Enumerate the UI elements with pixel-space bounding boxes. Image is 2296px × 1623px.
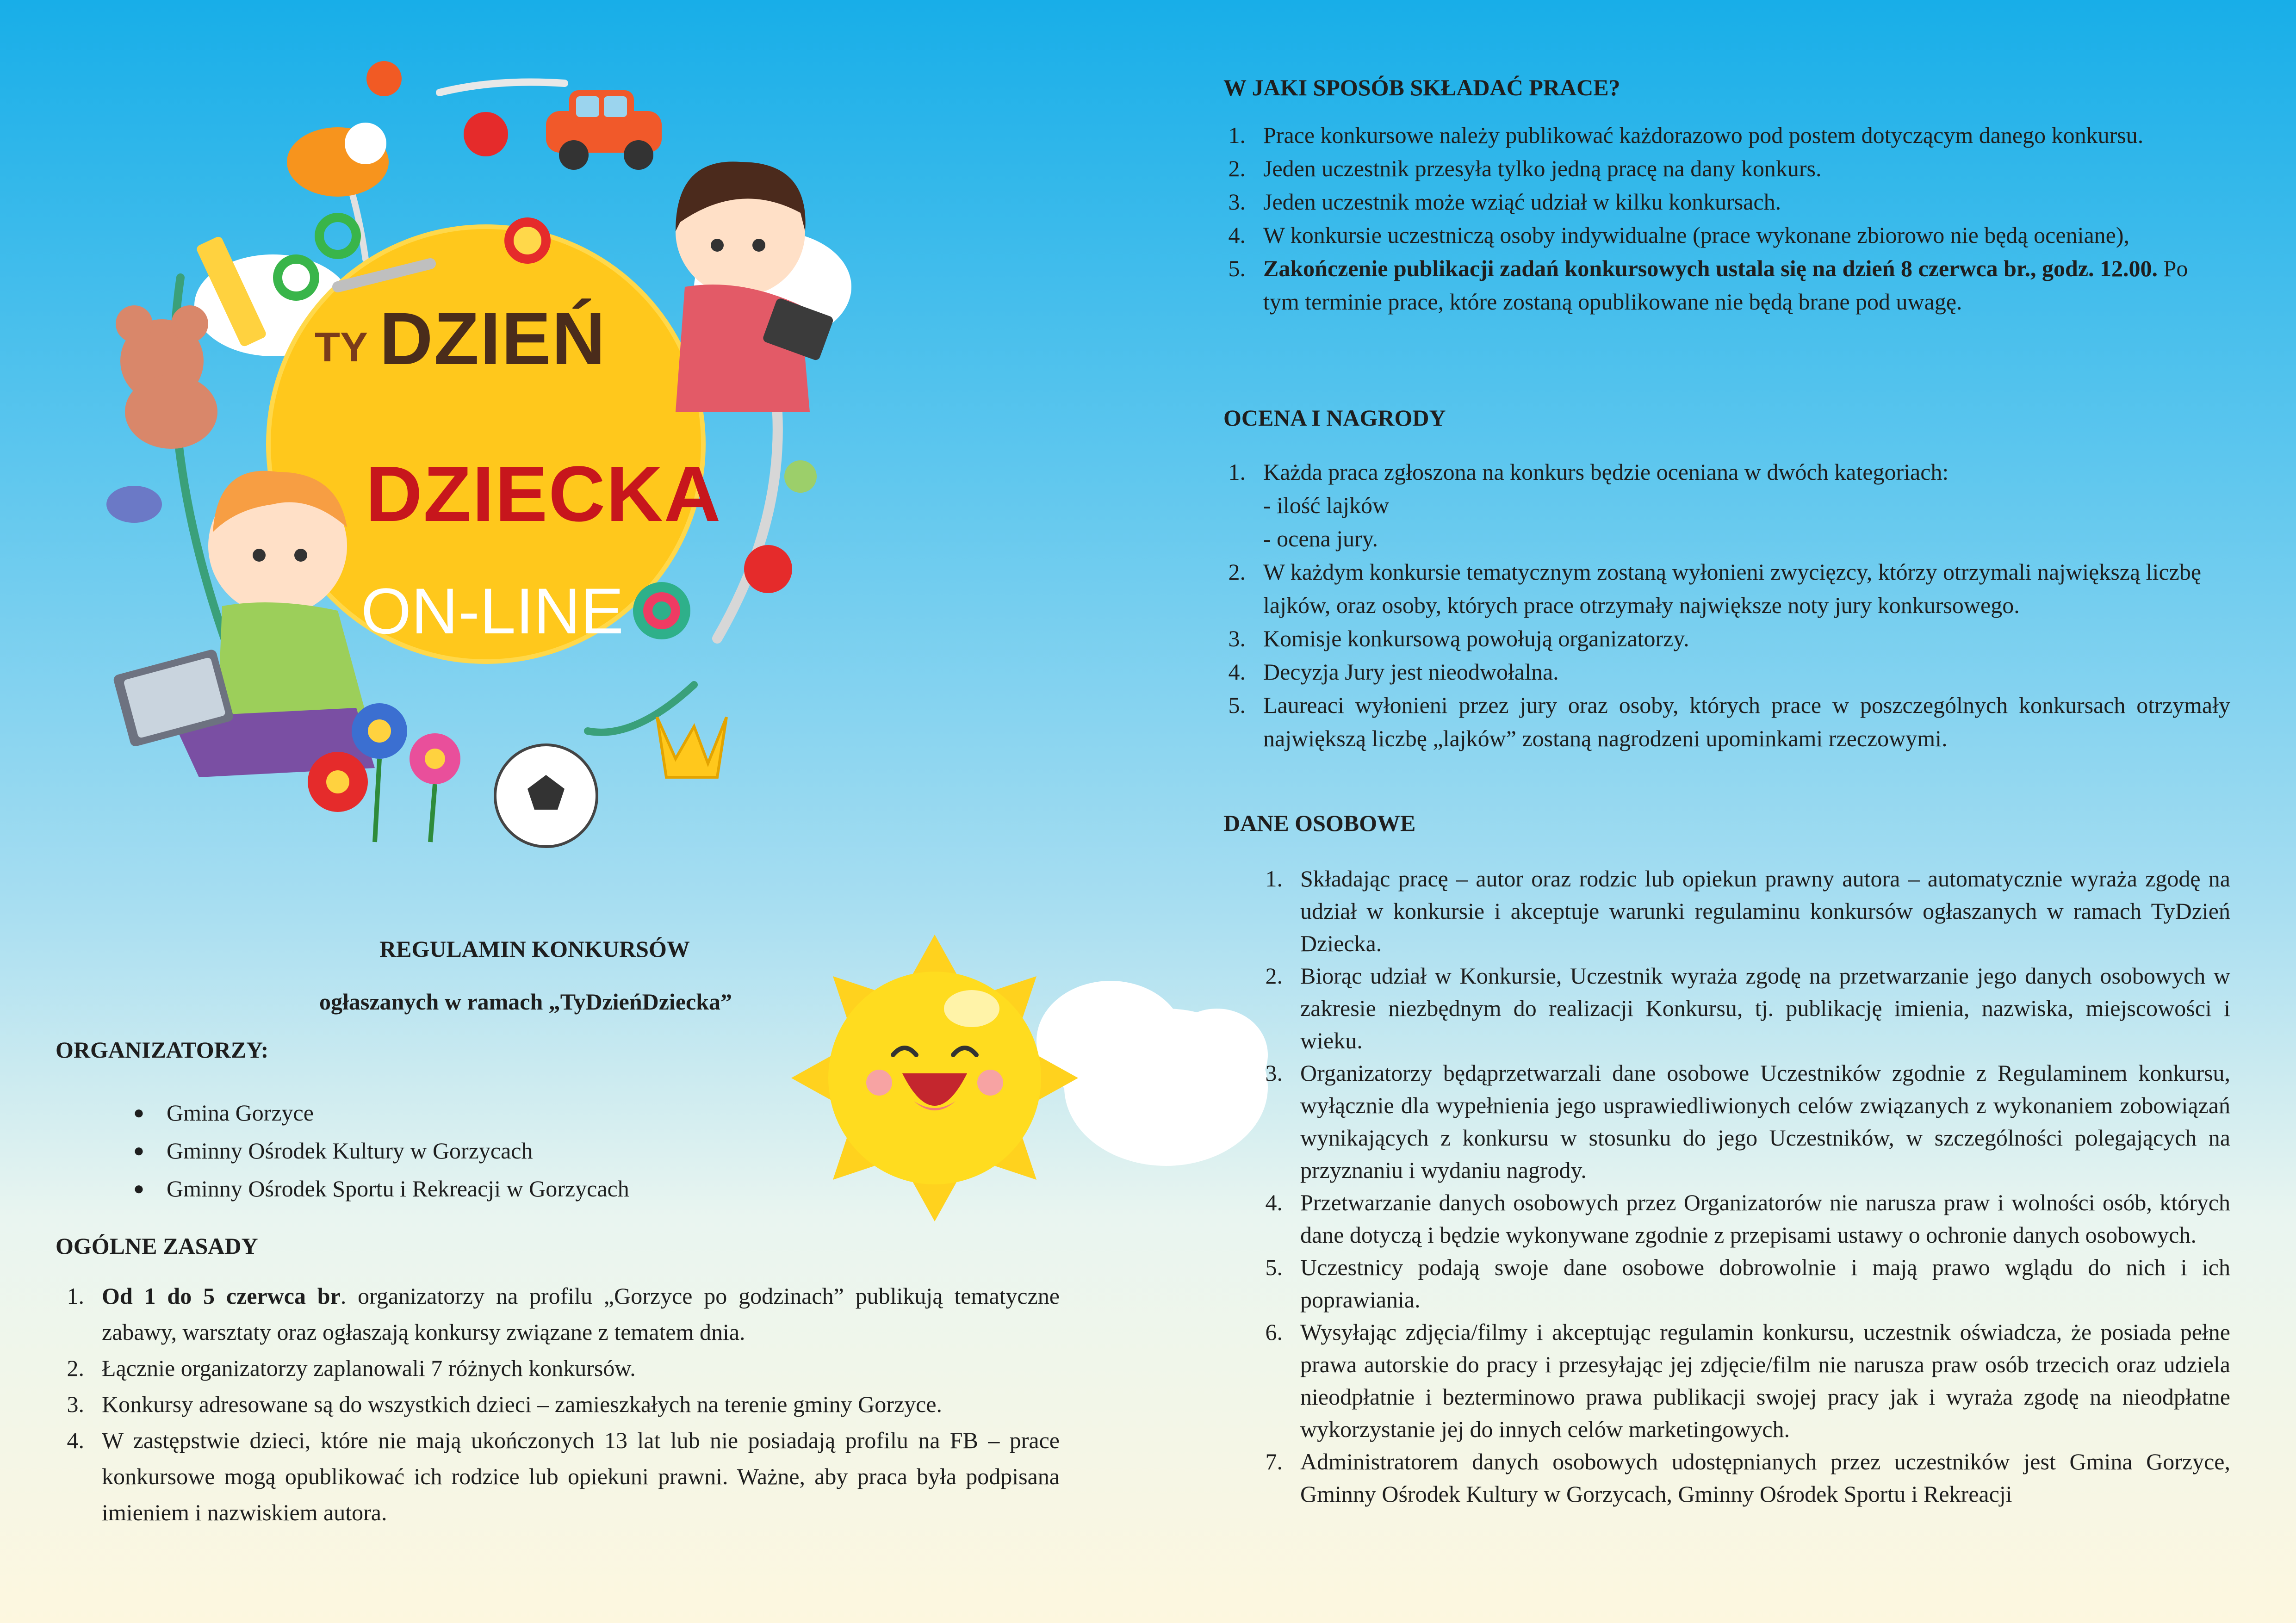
list-item: [111, 1132, 805, 1170]
list-item: 4. Przetwarzanie danych osobowych przez Organizatorów nie narusza praw i wolności osób, których dane dotyczą i będzie wykonywane zgodnie z przepisami ustawy o ochronie danych osobowych.: [1265, 1189, 2230, 1248]
bullet-icon: ●: [133, 1102, 145, 1123]
list-item: 5. Uczestnicy podają swoje dane osobowe dobrowolnie i mają prawo wglądu do nich i ich poprawiania.: [1265, 1254, 2230, 1313]
ocena-heading: OCENA I NAGRODY: [1223, 405, 1446, 431]
logo-text-dzien: DZIEŃ: [379, 297, 606, 380]
list-item: 5. Zakończenie publikacji zadań konkursowych ustala się na dzień 8 czerwca br., godz. 12.00. Po tym terminie prace, które zostaną opublikowane nie będą brane pod uwagę.: [1228, 255, 2188, 315]
regulamin-title: REGULAMIN KONKURSÓW: [379, 936, 690, 962]
organizer-name: Gmina Gorzyce: [167, 1100, 314, 1126]
sposob-list: [1222, 118, 2221, 318]
list-item: 1. Każda praca zgłoszona na konkurs będzie oceniana w dwóch kategoriach: - ilość lajków - ocena jury.: [1228, 459, 1949, 551]
logo-text-online: ON-LINE: [361, 575, 624, 647]
list-item: 1. Od 1 do 5 czerwca br. organizatorzy na profilu „Gorzyce po godzinach” publikują tematyczne zabawy, warsztaty oraz ogłaszają konkursy związane z tematem dnia.: [67, 1283, 1060, 1345]
list-item: 2. W każdym konkursie tematycznym zostaną wyłonieni zwycięzcy, którzy otrzymali największą liczbę lajków, oraz osoby, których prace otrzymały największe noty jury konkursowego.: [1228, 559, 2202, 618]
regulamin-subtitle: ogłaszanych w ramach „TyDzieńDziecka”: [319, 989, 732, 1015]
organizer-name: Gminny Ośrodek Kultury w Gorzycach: [167, 1138, 533, 1164]
list-item: 4. W zastępstwie dzieci, które nie mają ukończonych 13 lat lub nie posiadają profilu na FB – prace konkursowe mogą opublikować ich rodzice lub opiekuni prawni. Ważne, aby praca była podpisana imieniem i nazwiskiem autora.: [67, 1427, 1060, 1525]
list-item: 7. Administratorem danych osobowych udostępnianych przez uczestników jest Gmina Gorzyce, Gminny Ośrodek Kultury w Gorzycach, Gminny Ośrodek Sportu i Rekreacji: [1265, 1449, 2230, 1507]
list-item: 4. W konkursie uczestniczą osoby indywidualne (prace wykonane zbiorowo nie będą oceniane),: [1228, 222, 2129, 248]
highlight-text: Zakończenie publikacji zadań konkursowych ustala się na dzień 8 czerwca br., godz. 12.00.: [1263, 255, 2158, 281]
list-item: 3. Konkursy adresowane są do wszystkich dzieci – zamieszkałych na terenie gminy Gorzyce.: [67, 1391, 943, 1417]
dane-osobowe-heading: DANE OSOBOWE: [1223, 810, 1416, 836]
bullet-icon: ●: [133, 1178, 145, 1199]
bullet-icon: ●: [133, 1140, 145, 1161]
category-item: - ocena jury.: [1263, 526, 1378, 551]
list-item: 2. Jeden uczestnik przesyła tylko jedną pracę na dany konkurs.: [1228, 155, 1822, 181]
ogolne-zasady-heading: OGÓLNE ZASADY: [56, 1233, 258, 1259]
organizatorzy-heading: ORGANIZATORZY:: [56, 1037, 269, 1063]
ocena-list: [1222, 455, 2230, 755]
logo-text-dziecka: DZIECKA: [366, 450, 722, 538]
sposob-heading: W JAKI SPOSÓB SKŁADAĆ PRACE?: [1223, 74, 1620, 100]
logo-text-ty: TY: [315, 324, 368, 371]
list-item: 4. Decyzja Jury jest nieodwołalna.: [1228, 659, 1559, 685]
logo-illustration: [79, 46, 865, 888]
list-item: 3. Jeden uczestnik może wziąć udział w kilku konkursach.: [1228, 189, 1781, 215]
smiling-sun-illustration: [787, 925, 1272, 1240]
ogolne-zasady-list: [60, 1278, 1060, 1530]
category-item: - ilość lajków: [1263, 492, 1390, 518]
list-item: 5. Laureaci wyłonieni przez jury oraz osoby, których prace w poszczególnych konkursach otrzymały największą liczbę „lajków” zostaną nagrodzeni upominkami rzeczowymi.: [1228, 692, 2230, 751]
list-item: 2. Łącznie organizatorzy zaplanowali 7 różnych konkursów.: [67, 1355, 636, 1381]
list-item: [111, 1094, 805, 1132]
dane-osobowe-list: [1259, 862, 2230, 1510]
sun-artwork: [787, 925, 1272, 1240]
list-item: 6. Wysyłając zdjęcia/filmy i akceptując regulamin konkursu, uczestnik oświadcza, że posiada pełne prawa autorskie do pracy i przesyłając jej zdjęcie/film nie narusza praw osób trzecich oraz udziela nieodpłatnie i bezterminowo prawa publikacji swojej pracy jak i wyraża zgodę na nieodpłatne wykorzystanie jej do innych celów marketingowych.: [1265, 1319, 2230, 1442]
list-item: 3. Organizatorzy będąprzetwarzali dane osobowe Uczestników zgodnie z Regulaminem konkursu, wyłącznie dla wypełnienia jego usprawiedliwionych celów związanych z wykonaniem zobowiązań wynikających z konkursu w stosunku do jego Uczestników, w szczególności polegających na przyznaniu i wydaniu nagrody.: [1265, 1060, 2230, 1183]
organizatorzy-list: [111, 1094, 805, 1208]
list-item: 1. Prace konkursowe należy publikować każdorazowo pod postem dotyczącym danego konkursu.: [1228, 122, 2144, 148]
list-item: 2. Biorąc udział w Konkursie, Uczestnik wyraża zgodę na przetwarzanie jego danych osobowych w zakresie niezbędnym do realizacji Konkursu, tj. publikację imienia, nazwiska, miejscowości i wieku.: [1265, 963, 2230, 1053]
list-item: [111, 1170, 805, 1208]
list-item: 1. Składając pracę – autor oraz rodzic lub opiekun prawny autora – automatycznie wyraża zgodę na udział w konkursie i akceptuje warunki regulaminu konkursów ogłaszanych w ramach TyDzień Dziecka.: [1265, 866, 2230, 956]
highlight-text: Od 1 do 5 czerwca br: [102, 1283, 341, 1309]
list-item: 3. Komisje konkursową powołują organizatorzy.: [1228, 626, 1689, 651]
organizer-name: Gminny Ośrodek Sportu i Rekreacji w Gorzycach: [167, 1176, 629, 1202]
